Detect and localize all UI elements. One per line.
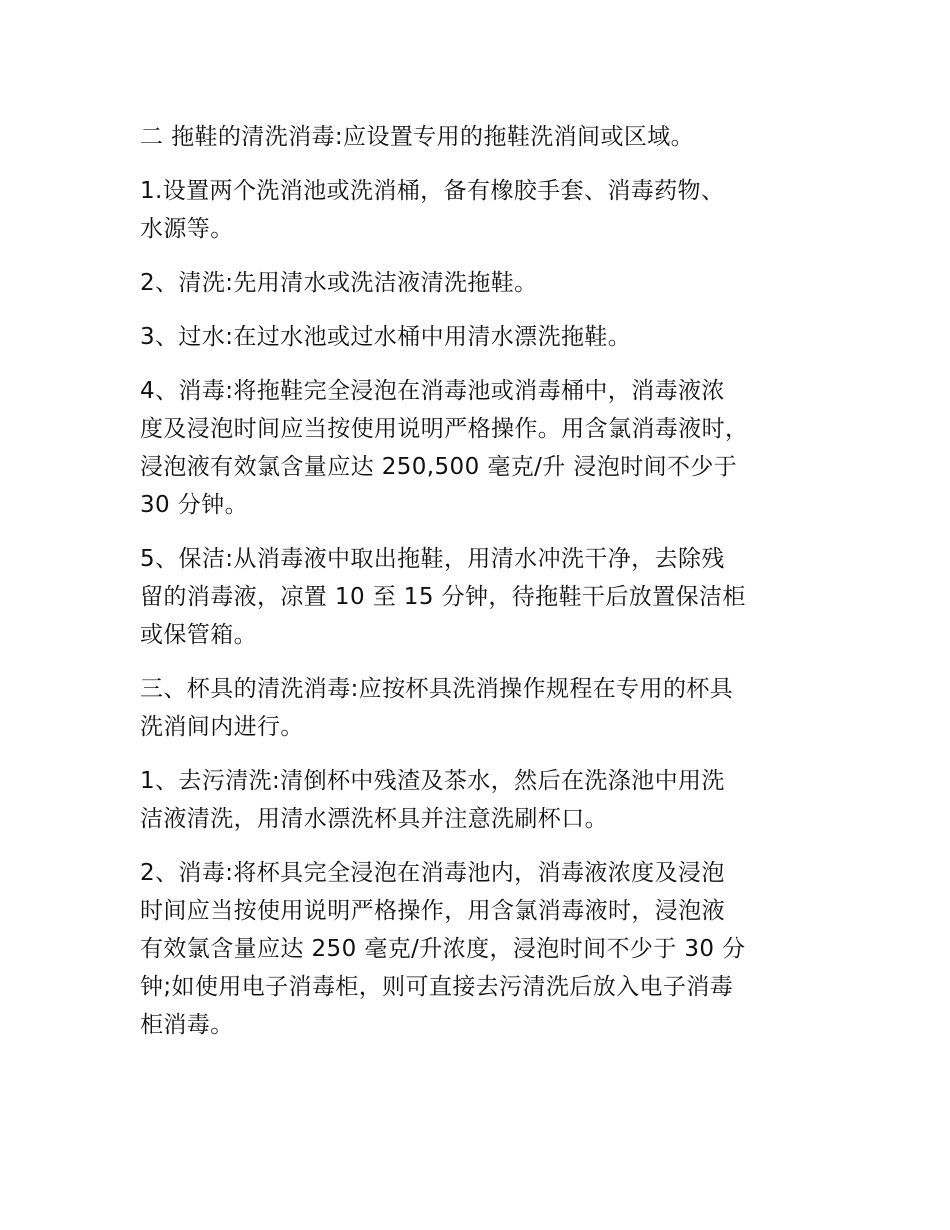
text-line: 3、过水:在过水池或过水桶中用清水漂洗拖鞋。: [140, 324, 632, 350]
paragraph-slippers-heading: [140, 118, 810, 156]
paragraph-step-2-clean: [140, 264, 810, 302]
paragraph-step-1: [140, 172, 810, 248]
text-line: 5、保洁:从消毒液中取出拖鞋，用清水冲洗干净，去除残: [140, 546, 725, 572]
text-line: 或保管箱。: [140, 622, 257, 648]
text-line: 二 拖鞋的清洗消毒:应设置专用的拖鞋洗消间或区域。: [140, 124, 695, 150]
text-line: 度及浸泡时间应当按使用说明严格操作。用含氯消毒液时，: [140, 416, 749, 442]
text-line: 2、消毒:将杯具完全浸泡在消毒池内，消毒液浓度及浸泡: [140, 860, 725, 886]
text-line: 2、清洗:先用清水或洗洁液清洗拖鞋。: [140, 270, 538, 296]
paragraph-cups-step-1: [140, 762, 810, 838]
text-line: 柜消毒。: [140, 1012, 234, 1038]
text-line: 时间应当按使用说明严格操作，用含氯消毒液时，浸泡液: [140, 898, 725, 924]
text-line: 1.设置两个洗消池或洗消桶，备有橡胶手套、消毒药物、: [140, 178, 725, 204]
paragraph-step-4-disinfect: [140, 372, 810, 524]
text-line: 洁液清洗，用清水漂洗杯具并注意洗刷杯口。: [140, 806, 608, 832]
text-line: 浸泡液有效氯含量应达 250,500 毫克/升 浸泡时间不少于: [140, 454, 738, 480]
paragraph-cups-step-2: [140, 854, 810, 1044]
text-line: 30 分钟。: [140, 492, 248, 518]
text-line: 有效氯含量应达 250 毫克/升浓度，浸泡时间不少于 30 分: [140, 936, 746, 962]
paragraph-step-5-storage: [140, 540, 810, 654]
text-line: 洗消间内进行。: [140, 714, 304, 740]
text-line: 钟;如使用电子消毒柜，则可直接去污清洗后放入电子消毒: [140, 974, 734, 1000]
paragraph-step-3-rinse: [140, 318, 810, 356]
text-line: 4、消毒:将拖鞋完全浸泡在消毒池或消毒桶中，消毒液浓: [140, 378, 725, 404]
text-line: 三、杯具的清洗消毒:应按杯具洗消操作规程在专用的杯具: [140, 676, 734, 702]
document-page: [140, 118, 810, 1044]
paragraph-cups-heading: [140, 670, 810, 746]
text-line: 水源等。: [140, 216, 234, 242]
text-line: 1、去污清洗:清倒杯中残渣及茶水，然后在洗涤池中用洗: [140, 768, 725, 794]
text-line: 留的消毒液，凉置 10 至 15 分钟，待拖鞋干后放置保洁柜: [140, 584, 746, 610]
